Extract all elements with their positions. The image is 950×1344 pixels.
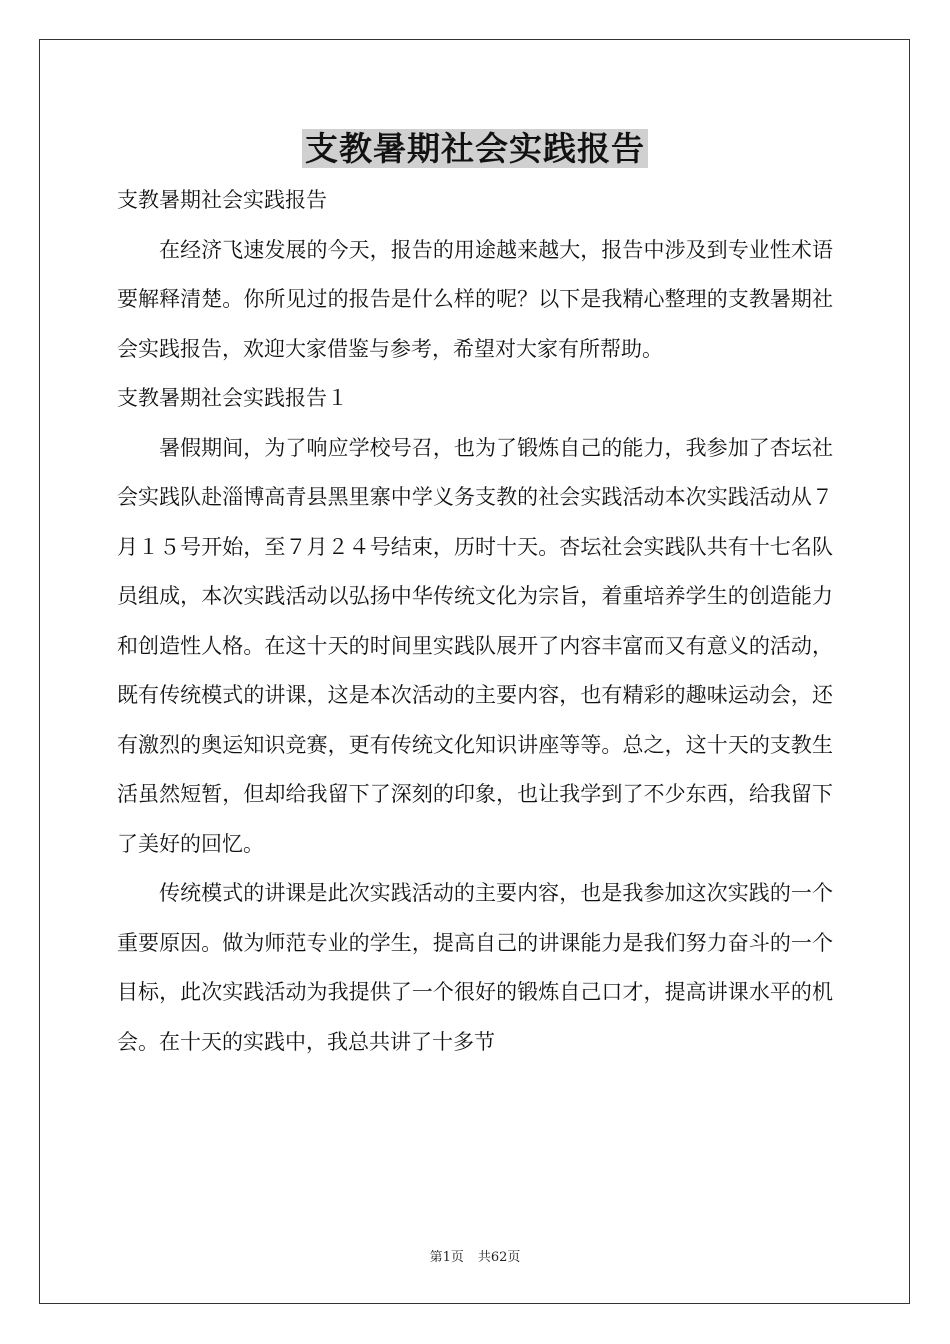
document-title: [0, 126, 950, 172]
document-title-text: 支教暑期社会实践报告: [302, 129, 648, 168]
paragraph: 在经济飞速发展的今天，报告的用途越来越大，报告中涉及到专业性术语要解释清楚。你所见过的报告是什么样的呢？以下是我精心整理的支教暑期社会实践报告，欢迎大家借鉴与参考，希望对大家有所帮助。: [117, 237, 833, 361]
paragraph: 传统模式的讲课是此次实践活动的主要内容，也是我参加这次实践的一个重要原因。做为师范专业的学生，提高自己的讲课能力是我们努力奋斗的一个目标，此次实践活动为我提供了一个很好的锻炼自己口才，提高讲课水平的机会。在十天的实践中，我总共讲了十多节: [117, 881, 833, 1054]
page-total: 共62页: [477, 1250, 521, 1265]
page-number: 第1页: [429, 1250, 464, 1265]
page-footer: [0, 1249, 950, 1267]
document-body: [117, 176, 833, 1067]
paragraph: 支教暑期社会实践报告: [117, 188, 327, 212]
paragraph: 暑假期间，为了响应学校号召，也为了锻炼自己的能力，我参加了杏坛社会实践队赴淄博高青县黑里寨中学义务支教的社会实践活动本次实践活动从７月１５号开始，至７月２４号结束，历时十天。杏坛社会实践队共有十七名队员组成，本次实践活动以弘扬中华传统文化为宗旨，着重培养学生的创造能力和创造性人格。在这十天的时间里实践队展开了内容丰富而又有意义的活动，既有传统模式的讲课，这是本次活动的主要内容，也有精彩的趣味运动会，还有激烈的奥运知识竞赛，更有传统文化知识讲座等等。总之，这十天的支教生活虽然短暂，但却给我留下了深刻的印象，也让我学到了不少东西，给我留下了美好的回忆。: [117, 435, 833, 856]
paragraph: 支教暑期社会实践报告１: [117, 386, 348, 410]
